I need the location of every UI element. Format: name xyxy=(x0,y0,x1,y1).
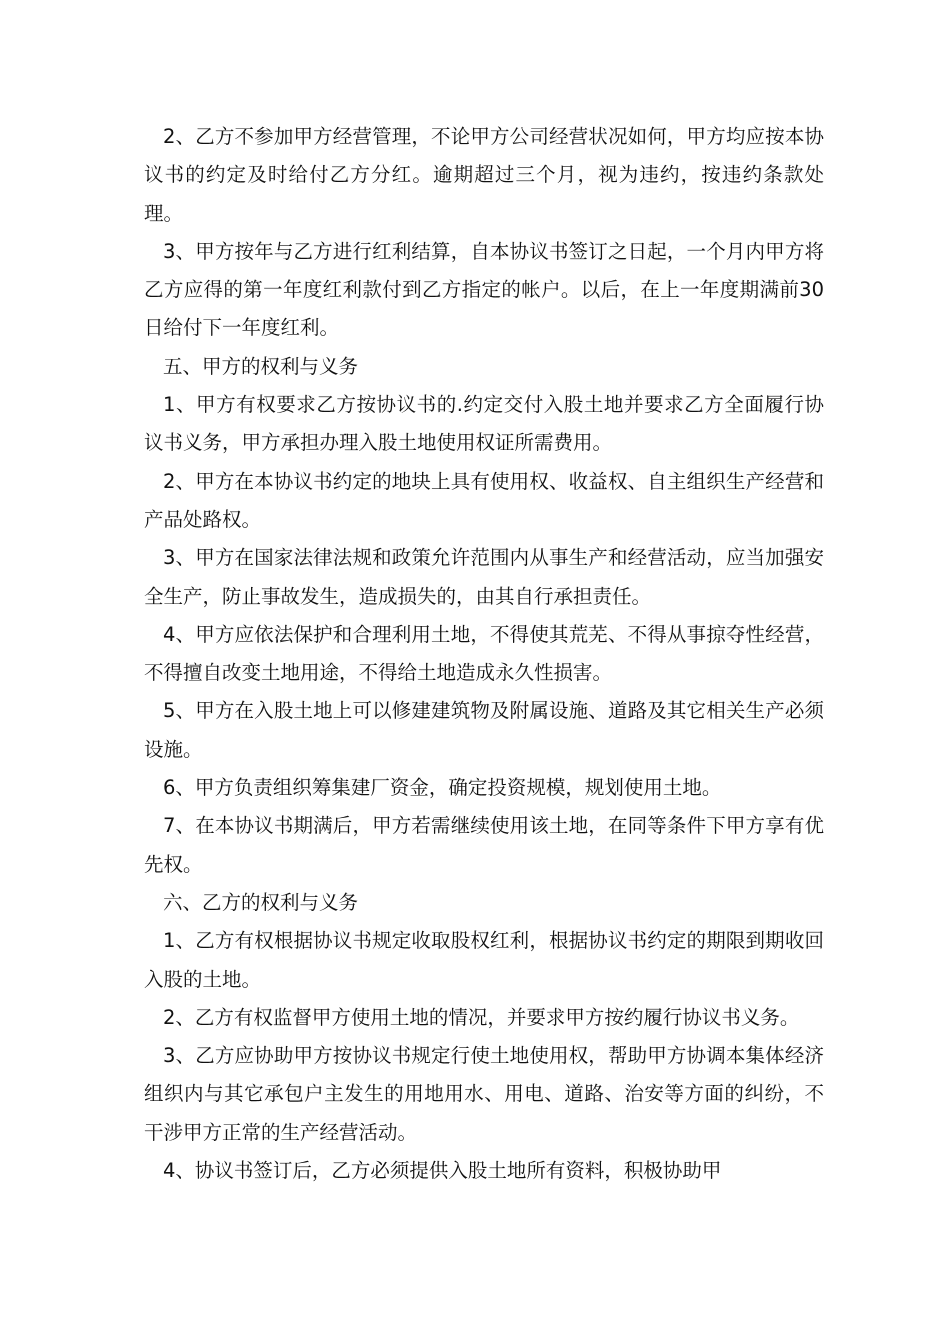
paragraph-clause-5-5: 5、甲方在入股土地上可以修建建筑物及附属设施、道路及其它相关生产必须设施。 xyxy=(144,699,824,761)
paragraph-clause-5-4: 4、甲方应依法保护和合理利用土地，不得使其荒芜、不得从事掠夺性经营，不得擅自改变土地用途，不得给土地造成永久性损害。 xyxy=(144,622,824,685)
section-heading-5: 五、甲方的权利与义务 xyxy=(163,354,359,378)
document-body xyxy=(144,118,824,1190)
paragraph-clause-4-2: 2、乙方不参加甲方经营管理，不论甲方公司经营状况如何，甲方均应按本协议书的约定及时给付乙方分红。逾期超过三个月，视为违约，按违约条款处理。 xyxy=(144,125,824,225)
paragraph-clause-6-1: 1、乙方有权根据协议书规定收取股权红利，根据协议书约定的期限到期收回入股的土地。 xyxy=(144,929,824,991)
section-heading-6: 六、乙方的权利与义务 xyxy=(163,890,359,914)
paragraph-clause-5-1: 1、甲方有权要求乙方按协议书的.约定交付入股土地并要求乙方全面履行协议书义务，甲方承担办理入股土地使用权证所需费用。 xyxy=(144,393,824,455)
paragraph-clause-6-2: 2、乙方有权监督甲方使用土地的情况，并要求甲方按约履行协议书义务。 xyxy=(163,1005,800,1029)
paragraph-clause-6-3: 3、乙方应协助甲方按协议书规定行使土地使用权，帮助甲方协调本集体经济组织内与其它承包户主发生的用地用水、用电、道路、治安等方面的纠纷，不干涉甲方正常的生产经营活动。 xyxy=(144,1044,824,1144)
paragraph-clause-5-3: 3、甲方在国家法律法规和政策允许范围内从事生产和经营活动，应当加强安全生产，防止事故发生，造成损失的，由其自行承担责任。 xyxy=(144,546,824,608)
paragraph-clause-6-4: 4、协议书签订后，乙方必须提供入股土地所有资料，积极协助甲 xyxy=(163,1159,722,1183)
paragraph-clause-5-6: 6、甲方负责组织筹集建厂资金，确定投资规模，规划使用土地。 xyxy=(163,776,722,800)
paragraph-clause-5-2: 2、甲方在本协议书约定的地块上具有使用权、收益权、自主组织生产经营和产品处路权。 xyxy=(144,469,824,531)
paragraph-clause-5-7: 7、在本协议书期满后，甲方若需继续使用该土地，在同等条件下甲方享有优先权。 xyxy=(144,814,824,876)
paragraph-clause-4-3: 3、甲方按年与乙方进行红利结算，自本协议书签订之日起，一个月内甲方将乙方应得的第一年度红利款付到乙方指定的帐户。以后，在上一年度期满前30日给付下一年度红利。 xyxy=(144,239,824,340)
